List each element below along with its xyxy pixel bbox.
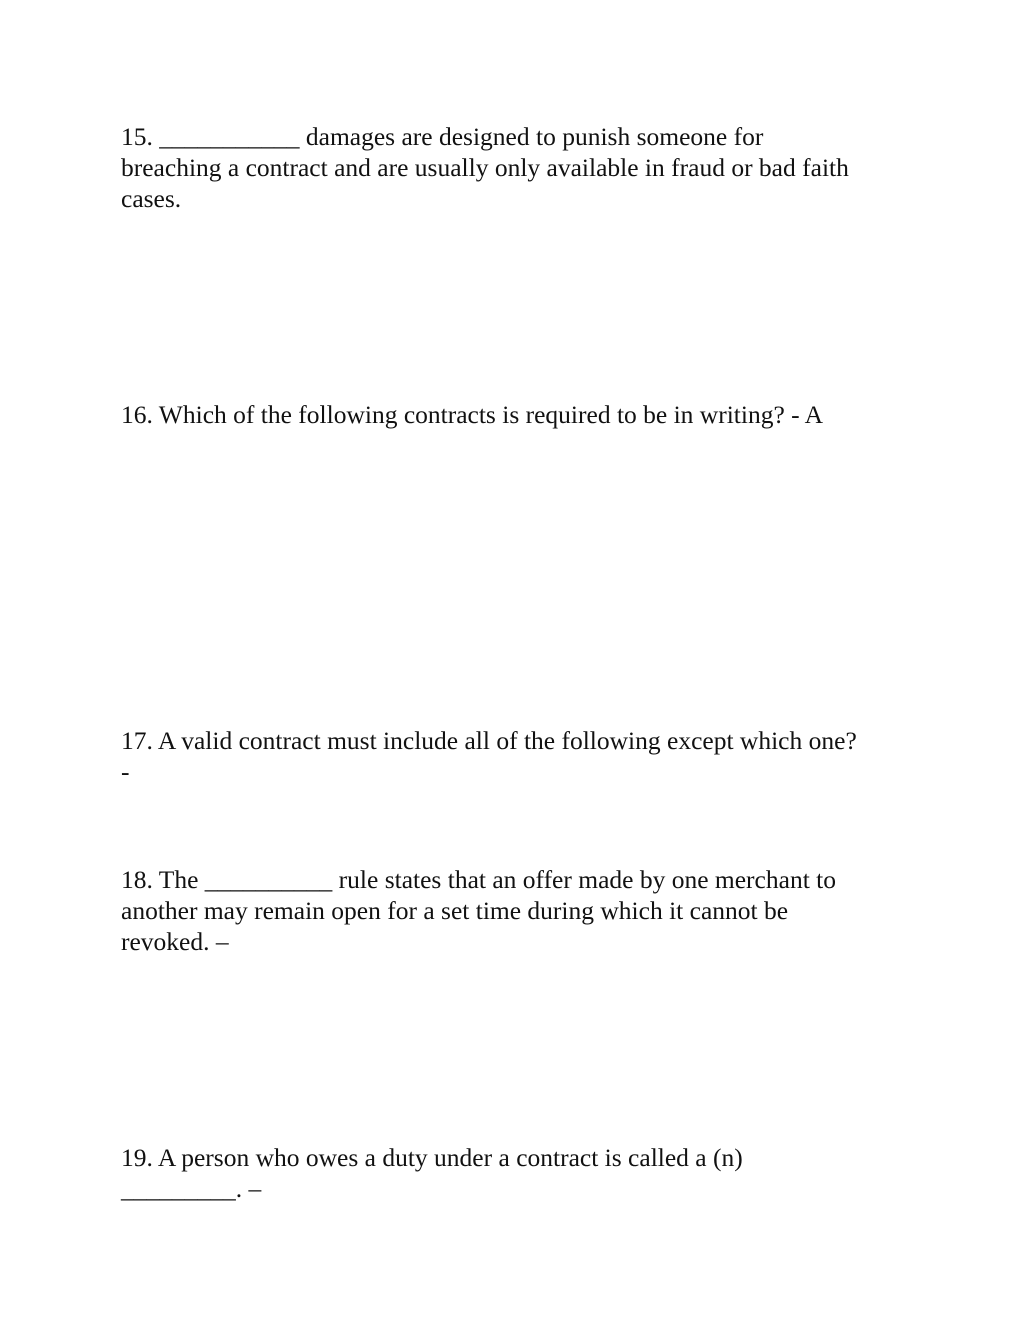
question-15: 15. ___________ damages are designed to punish someone for breaching a contract and are usually only available in fraud or bad faith cases. [121,122,849,213]
question-17: 17. A valid contract must include all of the following except which one? - [121,726,857,786]
question-18: 18. The __________ rule states that an offer made by one merchant to another may remain open for a set time during which it cannot be revoked. – [121,865,836,956]
question-19: 19. A person who owes a duty under a contract is called a (n) _________. – [121,1143,743,1203]
question-16: 16. Which of the following contracts is required to be in writing? - A [121,400,824,429]
